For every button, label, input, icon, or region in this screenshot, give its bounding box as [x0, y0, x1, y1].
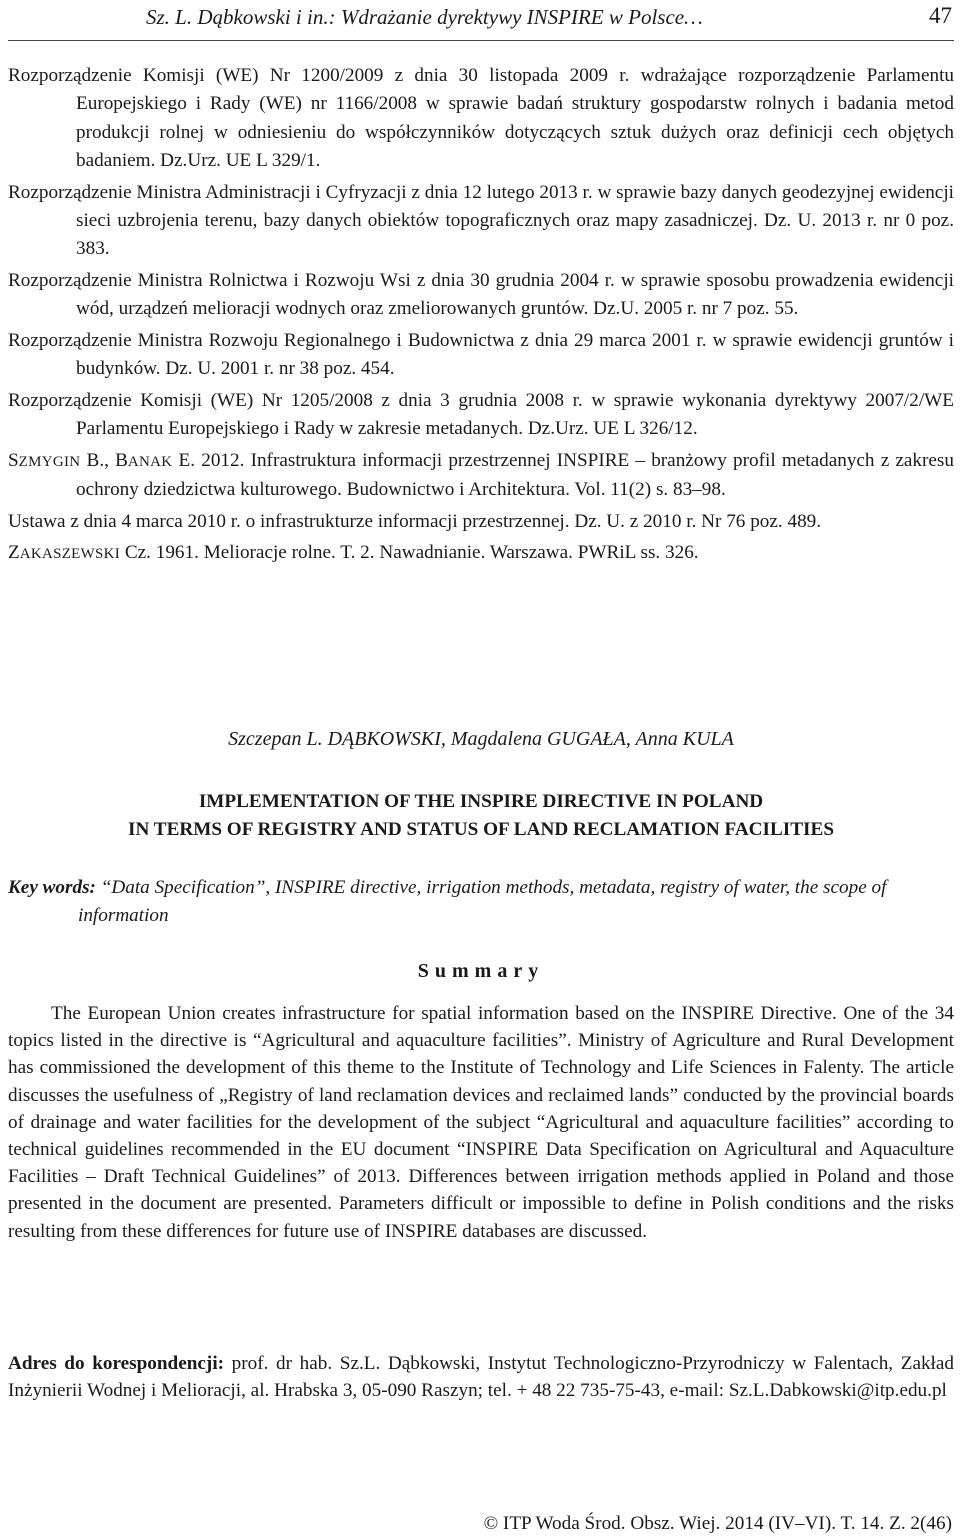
- english-title-line-1: IMPLEMENTATION OF THE INSPIRE DIRECTIVE IN POLAND: [198, 791, 764, 812]
- summary-heading: Summary: [417, 960, 545, 982]
- reference-item: SZMYGIN B., BANAK E. 2012. Infrastruktura informacji przestrzennej INSPIRE – branżowy profil metadanych z zakresu ochrony dziedzictwa kulturowego. Budownictwo i Architektura. Vol. 11(2) s. 83–98.: [8, 449, 954, 501]
- reference-item: Rozporządzenie Ministra Rozwoju Regionalnego i Budownictwa z dnia 29 marca 2001 r. w sprawie ewidencji gruntów i budynków. Dz. U. 2001 r. nr 38 poz. 454.: [8, 329, 954, 380]
- summary-text: The European Union creates infrastructure for spatial information based on the INSPIRE Directive. One of the 34 topics listed in the directive is “Agricultural and aquaculture facilities”. Ministry of Agriculture and Rural Development has commissioned the development of this theme to the Institute of Technology and Life Sciences in Falenty. The article discusses the usefulness of „Registry of land reclamation devices and reclaimed lands” conducted by the provincial boards of drainage and water facilities for the development of the subject “Agricultural and aquaculture facilities” according to technical guidelines recommended in the EU document “INSPIRE Data Specification on Agricultural and Aquaculture Facilities – Draft Technical Guidelines” of 2013. Differences between irrigation methods applied in Poland and those presented in the document are presented. Parameters difficult or impossible to define in Polish conditions and the risks resulting from these differences for future use of INSPIRE databases are discussed.: [8, 1003, 954, 1242]
- author-initial: Z: [8, 542, 20, 564]
- address-text: prof. dr hab. Sz.L. Dąbkowski, Instytut Technologiczno-Przyrodniczy w Falentach, Zakład Inżynierii Wodnej i Melioracji, al. Hrabska 3, 05-090 Raszyn; tel. + 48 22 735-75-43, e-mail: Sz.L.Dabkowski@itp.edu.pl: [8, 1353, 954, 1401]
- address-label: Adres do korespondencji:: [8, 1353, 225, 1374]
- reference-item: Rozporządzenie Komisji (WE) Nr 1200/2009 z dnia 30 listopada 2009 r. wdrażające rozporządzenie Parlamentu Europejskiego i Rady (WE) nr 1166/2008 w sprawie badań struktury gospodarstw rolnych i badania metod produkcji rolnej w odniesieniu do współczynników dotyczących sztuk dużych oraz definicji cech objętych badaniem. Dz.Urz. UE L 329/1.: [8, 65, 954, 171]
- reference-item: Ustawa z dnia 4 marca 2010 r. o infrastrukturze informacji przestrzennej. Dz. U. z 2010 r. Nr 76 poz. 489.: [8, 510, 822, 532]
- journal-page: [8, 0, 954, 1539]
- running-head-title: Sz. L. Dąbkowski i in.: Wdrażanie dyrektywy INSPIRE w Polsce…: [146, 5, 703, 29]
- keywords-label: Key words:: [8, 877, 96, 898]
- author-smallcaps: ZMYGIN: [18, 453, 81, 470]
- correspondence-address: [8, 1350, 954, 1404]
- author-initial: S: [8, 449, 19, 471]
- author-smallcaps: ANAK: [127, 453, 173, 470]
- article-authors: Szczepan L. DĄBKOWSKI, Magdalena GUGAŁA, Anna KULA: [228, 728, 734, 750]
- running-head: [8, 0, 954, 41]
- reference-item: Rozporządzenie Ministra Rolnictwa i Rozwoju Wsi z dnia 30 grudnia 2004 r. w sprawie sposobu prowadzenia ewidencji wód, urządzeń melioracji wodnych oraz zmeliorowanych gruntów. Dz.U. 2005 r. nr 7 poz. 55.: [8, 269, 954, 320]
- author-smallcaps: AKASZEWSKI: [19, 546, 121, 563]
- reference-list: [8, 62, 954, 572]
- reference-item: ZAKASZEWSKI Cz. 1961. Melioracje rolne. T. 2. Nawadnianie. Warszawa. PWRiL ss. 326.: [8, 542, 699, 564]
- copyright-footer: © ITP Woda Środ. Obsz. Wiej. 2014 (IV–VI). T. 14. Z. 2(46): [483, 1513, 952, 1534]
- english-title: [8, 788, 954, 844]
- page-number: 47: [929, 3, 952, 28]
- reference-item: Rozporządzenie Ministra Administracji i Cyfryzacji z dnia 12 lutego 2013 r. w sprawie bazy danych geodezyjnej ewidencji sieci uzbrojenia terenu, bazy danych obiektów topograficznych oraz mapy zasadniczej. Dz. U. 2013 r. nr 0 poz. 383.: [8, 181, 954, 260]
- english-title-line-2: IN TERMS OF REGISTRY AND STATUS OF LAND RECLAMATION FACILITIES: [128, 819, 834, 840]
- keywords: [8, 874, 954, 930]
- reference-item: Rozporządzenie Komisji (WE) Nr 1205/2008 z dnia 3 grudnia 2008 r. w sprawie wykonania dyrektywy 2007/2/WE Parlamentu Europejskiego i Rady w zakresie metadanych. Dz.Urz. UE L 326/12.: [8, 389, 954, 440]
- keywords-text: “Data Specification”, INSPIRE directive, irrigation methods, metadata, registry of water, the scope of information: [78, 877, 887, 926]
- author-initial: B: [115, 449, 128, 471]
